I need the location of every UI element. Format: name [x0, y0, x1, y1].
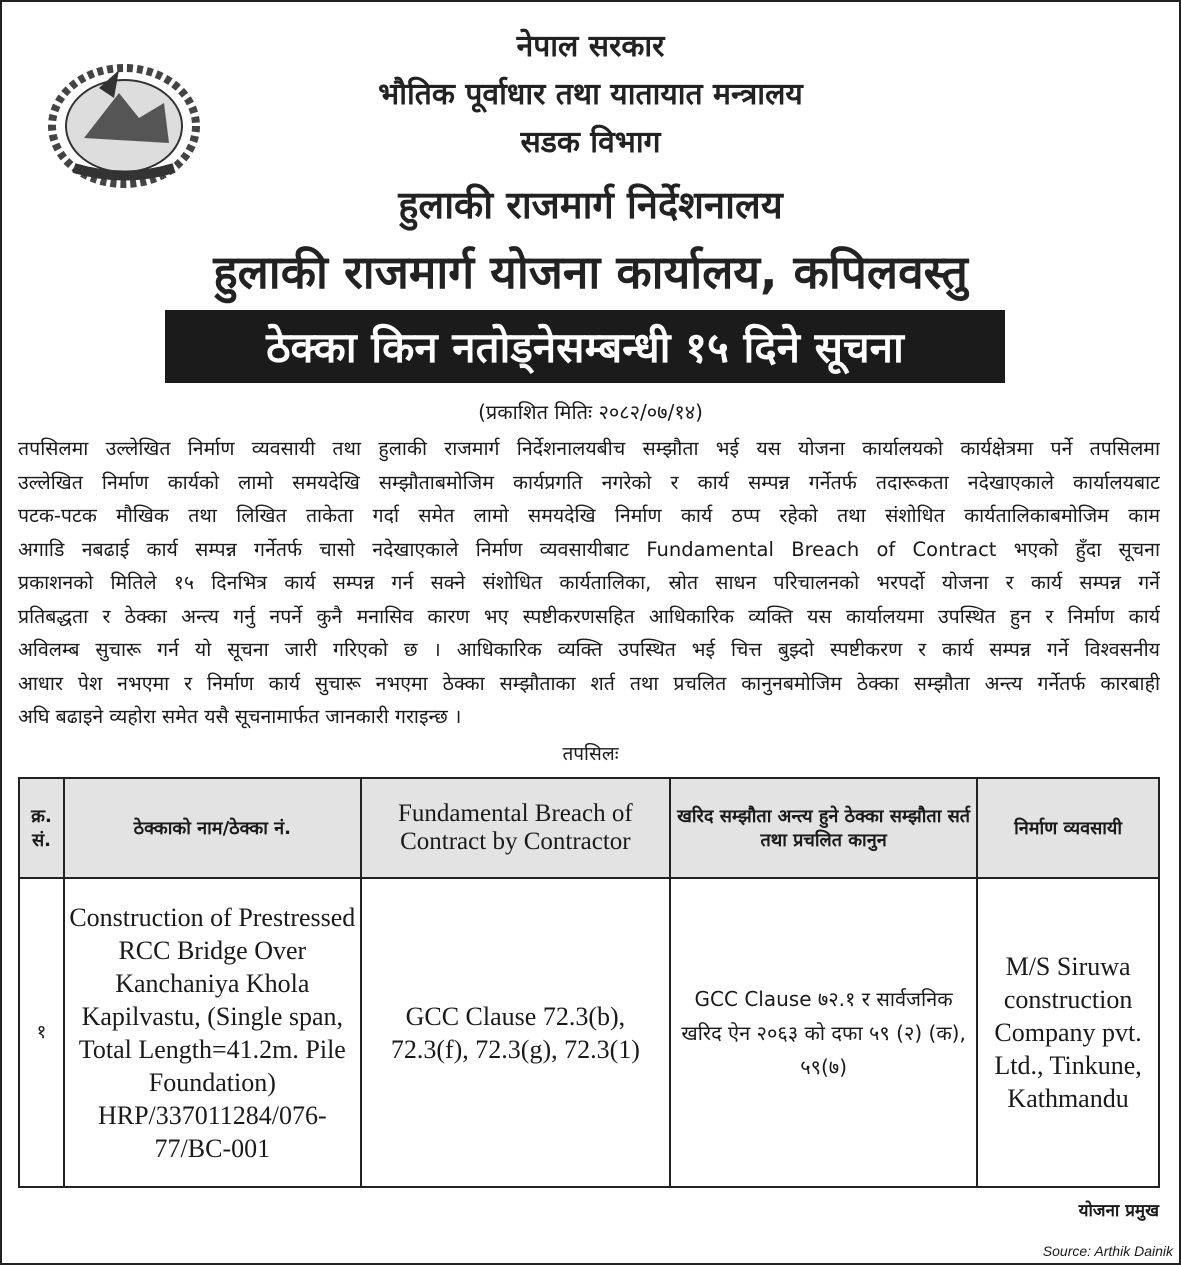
body-line: प्रकाशनको मितिले १५ दिनभित्र कार्य सम्पन्न गर्न सक्ने संशोधित कार्यतालिका, स्रोत साधन परिचालनको भरपर्दो योजना र कार्य सम्पन्न गर्ने — [18, 571, 1160, 594]
details-label: तपसिलः — [562, 743, 619, 765]
body-line: अघि बढाइने व्यहोरा समेत यसै सूचनामार्फत जानकारी गराइन्छ । — [18, 705, 462, 728]
cell-contract-name: Construction of Prestressed RCC Bridge Over Kanchaniya Khola Kapilvastu, (Single span, Total Length=41.2m. Pile Foundation) HRP/337011284/076-77/BC-001 — [64, 878, 361, 1187]
cell-law: GCC Clause ७२.१ र सार्वजनिक खरिद ऐन २०६३ को दफा ५९ (२) (क), ५९(७) — [670, 878, 977, 1187]
header-line-ministry: भौतिक पूर्वाधार तथा यातायात मन्त्रालय — [378, 77, 803, 112]
source-credit: Source: Arthik Dainik — [1042, 1243, 1173, 1259]
notice-body — [18, 432, 1160, 734]
published-date: (प्रकाशित मितिः २०८२/०७/१४) — [478, 400, 703, 424]
header-line-directorate: हुलाकी राजमार्ग निर्देशनालय — [398, 183, 783, 227]
header-breach: Fundamental Breach of Contract by Contractor — [361, 778, 670, 878]
header-contract-name: ठेक्काको नाम/ठेक्का नं. — [64, 778, 361, 878]
notice-title-banner — [165, 310, 1005, 383]
header-line-office: हुलाकी राजमार्ग योजना कार्यालय, कपिलवस्तु — [213, 245, 968, 299]
cell-breach: GCC Clause 72.3(b), 72.3(f), 72.3(g), 72.3(1) — [361, 878, 670, 1187]
body-line: तपसिलमा उल्लेखित निर्माण व्यवसायी तथा हुलाकी राजमार्ग निर्देशनालयबीच सम्झौता भई यस योजना कार्यालयको कार्यक्षेत्रमा पर्ने तपसिलमा — [18, 437, 1160, 460]
body-line: अगाडि नबढाई कार्य सम्पन्न गर्नेतर्फ चासो नदेखाएकाले निर्माण व्यवसायीबाट Fundamental Breach of Contract भएको हुँदा सूचना — [18, 537, 1160, 561]
cell-contractor: M/S Siruwa construction Company pvt. Ltd., Tinkune, Kathmandu — [977, 878, 1159, 1187]
table-header-row — [19, 778, 1159, 878]
header-law: खरिद सम्झौता अन्त्य हुने ठेक्का सम्झौता सर्त तथा प्रचलित कानुन — [670, 778, 977, 878]
notice-title: ठेक्का किन नतोड्नेसम्बन्धी १५ दिने सूचना — [266, 323, 904, 372]
cell-serial: १ — [19, 878, 64, 1187]
header-line-government: नेपाल सरकार — [516, 29, 665, 64]
header-line-department: सडक विभाग — [520, 125, 661, 160]
body-line: प्रतिबद्धता र ठेक्का अन्त्य गर्नु नपर्ने कुनै मनासिव कारण भए स्पष्टीकरणसहित आधिकारिक व्यक्ति यस कार्यालयमा उपस्थित हुन र निर्माण कार्य — [18, 604, 1160, 628]
body-line: उल्लेखित निर्माण कार्यको लामो समयदेखि सम्झौताबमोजिम कार्यप्रगति नगरेको र कार्य सम्पन्न गर्नेतर्फ तदारूकता नदेखाएकाले कार्यालयबाट — [18, 470, 1160, 494]
signature-title: योजना प्रमुख — [1078, 1201, 1159, 1221]
header-serial: क्र. सं. — [19, 778, 64, 878]
table-row — [19, 878, 1159, 1187]
body-line: पटक-पटक मौखिक तथा लिखित ताकेता गर्दा समेत लामो समयदेखि निर्माण कार्य ठप्प रहेको तथा संशोधित कार्यतालिकाबमोजिम काम — [18, 504, 1160, 527]
body-line: अविलम्ब सुचारू गर्न यो सूचना जारी गरिएको छ । आधिकारिक व्यक्ति उपस्थित भई चित्त बुझ्दो स्पष्टीकरण र कार्य सम्पन्न गर्ने विश्वसनीय — [18, 638, 1160, 661]
header-contractor: निर्माण व्यवसायी — [977, 778, 1159, 878]
body-line: आधार पेश नभएमा र निर्माण कार्य सुचारू नभएमा ठेक्का सम्झौताका शर्त तथा प्रचलित कानुनबमोजिम ठेक्का सम्झौता अन्त्य गर्नेतर्फ कारबाही — [18, 671, 1160, 695]
contract-table — [18, 777, 1160, 1188]
